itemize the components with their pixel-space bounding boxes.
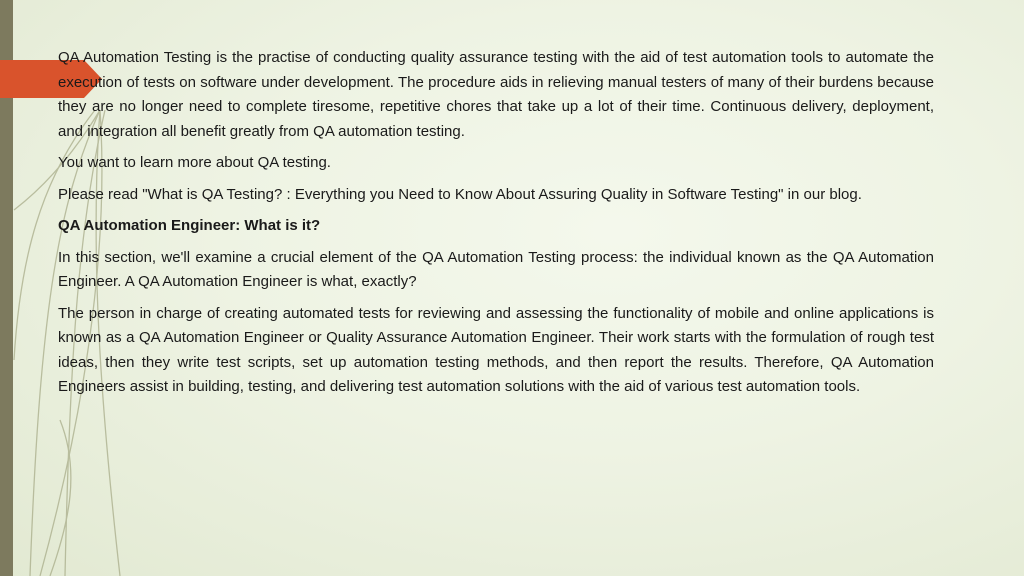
engineer-description-paragraph: The person in charge of creating automated tests for reviewing and assessing the functionality of mobile and online applications is known as a QA Automation Engineer or Quality Assurance Automation Engineer. Their work starts with the formulation of rough test ideas, then they write test scripts, set up automation testing methods, and then report the results. Therefore, QA Automation Engineers assist in building, testing, and delivering test automation solutions with the aid of various test automation tools. (58, 304, 934, 395)
learn-more-paragraph: You want to learn more about QA testing. (58, 154, 331, 171)
intro-paragraph: QA Automation Testing is the practise of conducting quality assurance testing with the aid of test automation tools to automate the execution of tests on software under development. The procedure aids in relieving manual testers of many of their burdens because they are no longer need to complete tiresome, repetitive chores that take up a lot of their time. Continuous delivery, deployment, and integration all benefit greatly from QA automation testing. (58, 49, 934, 140)
slide-text-body (58, 46, 934, 407)
section-heading: QA Automation Engineer: What is it? (58, 217, 321, 234)
section-intro-paragraph: In this section, we'll examine a crucial element of the QA Automation Testing process: the individual known as the QA Automation Engineer. A QA Automation Engineer is what, exactly? (58, 248, 934, 290)
blog-reference-paragraph: Please read "What is QA Testing? : Everything you Need to Know About Assuring Quality in Software Testing" in our blog. (58, 185, 862, 203)
